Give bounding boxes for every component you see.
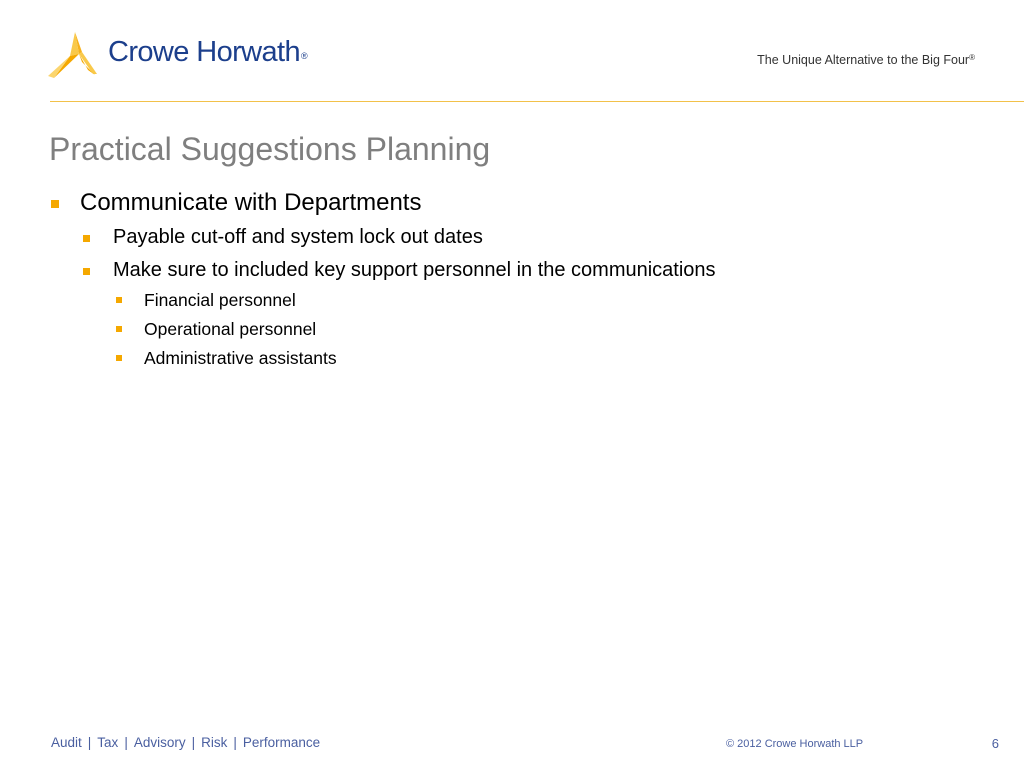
bullet-square-icon (116, 326, 122, 332)
bullet-square-icon (116, 297, 122, 303)
footer-service-performance: Performance (242, 735, 321, 750)
footer-service-tax: Tax (97, 735, 119, 750)
bullet-square-icon (83, 235, 90, 242)
flame-logo-icon (48, 30, 100, 80)
copyright-notice: © 2012 Crowe Horwath LLP (726, 738, 864, 750)
footer-services (51, 735, 320, 750)
footer-separator: | (191, 735, 196, 750)
logo-wordmark: Crowe Horwath® (108, 36, 308, 68)
slide: Crowe Horwath® The Unique Alternative to the Big Four® Practical Suggestions Planning Communicate with Departments Payable cut-off and system lock out dates Make sure to included key support personnel in the communications Financial personnel Operational personnel Administrative assistants Audit | Tax | Advisory | Risk | Performance © 2012 Crowe Horwath LLP 6 (0, 0, 1024, 768)
bullet-square-icon (51, 200, 59, 208)
page-number: 6 (991, 736, 999, 751)
footer-separator: | (233, 735, 237, 750)
footer-separator: | (87, 735, 92, 750)
footer-service-audit: Audit (51, 735, 82, 750)
footer-service-advisory: Advisory (133, 735, 186, 750)
bullet-square-icon (83, 268, 90, 275)
slide-title: Practical Suggestions Planning (49, 131, 491, 167)
header-divider (50, 101, 1024, 102)
tagline: The Unique Alternative to the Big Four® (757, 53, 975, 67)
bullet-square-icon (116, 355, 122, 361)
footer-service-risk: Risk (201, 735, 228, 750)
crowe-horwath-logo (48, 30, 318, 80)
footer-separator: | (124, 735, 128, 750)
